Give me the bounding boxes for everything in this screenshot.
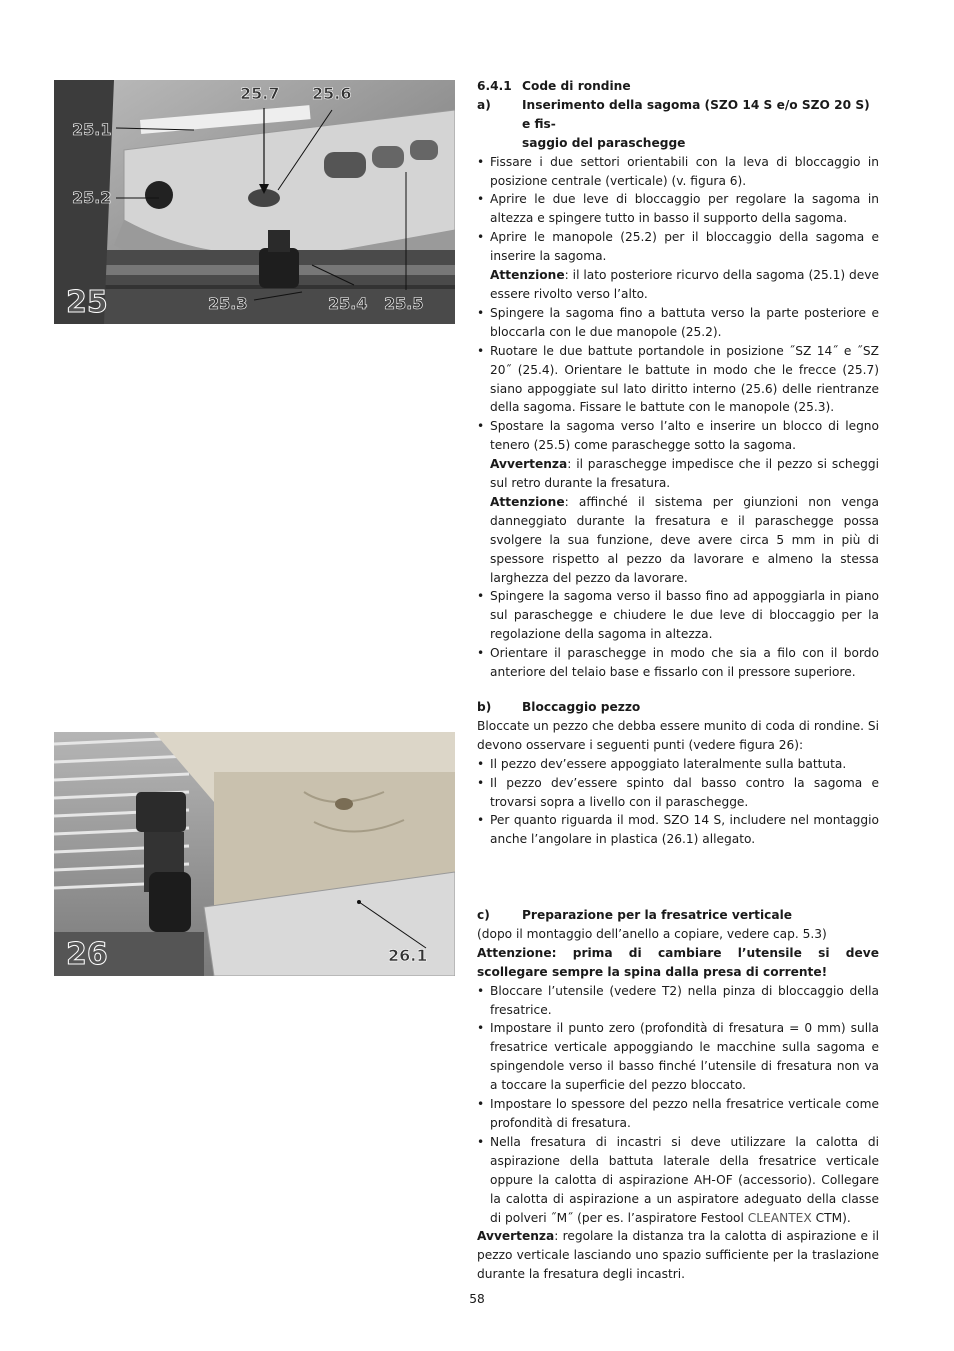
callout-label: 25.6 <box>312 84 352 103</box>
callout-label: 25.7 <box>240 84 280 103</box>
list-item-text: Ruotare le due battute portandole in posizione ˝SZ 14˝ e ˝SZ 20˝ (25.4). Orientare le battute in modo che le frecce (25.7) siano appoggiate sul lato diritto interno (25.6) delle rientranze della sagoma. Fissare le battute con le manopole (25.3). <box>490 343 879 415</box>
list-item-text <box>490 1133 879 1228</box>
list-item: • Il pezzo dev’essere spinto dal basso contro la sagoma e trovarsi sopra a livello con il paraschegge. <box>477 774 879 812</box>
callout-label: 25.3 <box>208 294 248 313</box>
list-item-text: Orientare il paraschegge in modo che sia a filo con il bordo anteriore del telaio base e fissarlo con il pressore superiore. <box>490 646 879 680</box>
list-item-text: Fissare i due settori orientabili con la leva di bloccaggio in posizione centrale (verticale) (v. figura 6). <box>490 154 879 188</box>
note-label: Attenzione <box>490 268 565 283</box>
list-item: • Fissare i due settori orientabili con la leva di bloccaggio in posizione centrale (verticale) (v. figura 6). <box>477 153 879 191</box>
callout-label: 25.1 <box>72 120 112 139</box>
list-item: • Aprire le manopole (25.2) per il bloccaggio della sagoma e inserire la sagoma. <box>477 228 879 266</box>
section-a <box>477 77 879 682</box>
note-label: Avvertenza <box>490 457 568 472</box>
subsection-title-line2: saggio del paraschegge <box>522 135 686 150</box>
list-item: • Spostare la sagoma verso l’alto e inserire un blocco di legno tenero (25.5) come paraschegge sotto la sagoma. <box>477 417 879 455</box>
list-item-text: Bloccare l’utensile (vedere T2) nella pinza di bloccaggio della fresatrice. <box>490 983 879 1017</box>
section-c <box>477 906 879 1284</box>
note-label: Attenzione <box>490 494 565 509</box>
note <box>477 1227 879 1284</box>
section-title: Code di rondine <box>522 79 631 93</box>
figure-25-photo <box>54 80 455 324</box>
list-item-text: Il pezzo dev’essere appoggiato lateralmente sulla battuta. <box>490 756 847 771</box>
subsection-heading <box>477 96 879 153</box>
page-number: 58 <box>469 1292 485 1306</box>
note <box>477 266 879 304</box>
section-heading <box>477 77 879 96</box>
list-item-text: Spingere la sagoma verso il basso fino ad appoggiarla in piano sul paraschegge e chiudere le due leve di bloccaggio per la regolazione della sagoma in altezza. <box>490 589 879 642</box>
list-item: • Ruotare le due battute portandole in posizione ˝SZ 14˝ e ˝SZ 20˝ (25.4). Orientare le battute in modo che le frecce (25.7) siano appoggiate sul lato diritto interno (25.6) delle rientranze della sagoma. Fissare le battute con le manopole (25.3). <box>477 342 879 418</box>
callout-label: 25.4 <box>328 294 368 313</box>
note-text: : il paraschegge impedisce che il pezzo si scheggi sul retro durante la fresatura. <box>490 457 879 491</box>
list-item-text: Spostare la sagoma verso l’alto e inserire un blocco di legno tenero (25.5) come paraschegge sotto la sagoma. <box>490 419 879 453</box>
list-item-text: Aprire le due leve di bloccaggio per regolare la sagoma in altezza e spingere tutto in basso il supporto della sagoma. <box>490 192 879 226</box>
note <box>477 455 879 493</box>
text-fragment: CTM). <box>811 1210 851 1225</box>
list-item: • Spingere la sagoma verso il basso fino ad appoggiarla in piano sul paraschegge e chiudere le due leve di bloccaggio per la regolazione della sagoma in altezza. <box>477 587 879 644</box>
section-b <box>477 698 879 849</box>
paragraph: (dopo il montaggio dell’anello a copiare, vedere cap. 5.3) <box>477 926 827 941</box>
callout-label: 25.5 <box>384 294 424 313</box>
callout-label: 26.1 <box>388 946 428 965</box>
subsection-title: Bloccaggio pezzo <box>522 700 641 714</box>
list-item-text: Impostare lo spessore del pezzo nella fresatrice verticale come profondità di fresatura. <box>490 1097 879 1130</box>
section-number: 6.4.1 <box>477 79 512 93</box>
subsection-heading <box>477 906 879 925</box>
subsection-title-line1: Inserimento della sagoma (SZO 14 S e/o SZO 20 S) e fis- <box>522 97 870 131</box>
note-label: Avvertenza <box>477 1229 555 1244</box>
subsection-label: b) <box>477 700 492 714</box>
brand-name: CLEANTEX <box>747 1210 812 1225</box>
note-text: : affinché il sistema per giunzioni non venga danneggiato durante la fresatura e il paraschegge possa svolgere la sua funzione, deve avere circa 5 mm in più di spessore rispetto al pezzo da lavorare e almeno la stessa larghezza del pezzo da lavorare. <box>490 494 879 585</box>
subsection-label: a) <box>477 97 491 112</box>
figure-25-illustration <box>54 80 455 324</box>
subsection-title <box>522 96 879 153</box>
list-item-text: Per quanto riguarda il mod. SZO 14 S, includere nel montaggio anche l’angolare in plastica (26.1) allegato. <box>490 813 879 847</box>
note-text: : regolare la distanza tra la calotta di aspirazione e il pezzo verticale lasciando uno spazio sufficiente per la traslazione durante la fresatura degli incastri. <box>477 1229 879 1282</box>
list-item-text: Impostare il punto zero (profondità di fresatura = 0 mm) sulla fresatrice verticale appoggiando le macchine sulla sagoma e spingendole verso il basso finché l’utensile di fresatura non va a toccare la superficie del pezzo bloccato. <box>490 1021 879 1093</box>
list-item: • Orientare il paraschegge in modo che sia a filo con il bordo anteriore del telaio base e fissarlo con il pressore superiore. <box>477 644 879 682</box>
warning: Attenzione: prima di cambiare l’utensile si deve scollegare sempre la spina dalla presa di corrente! <box>477 945 879 979</box>
list-item-text: Spingere la sagoma fino a battuta verso la parte posteriore e bloccarla con le due manopole (25.2). <box>490 305 879 339</box>
list-item: • Aprire le due leve di bloccaggio per regolare la sagoma in altezza e spingere tutto in basso il supporto della sagoma. <box>477 190 879 228</box>
figure-26-illustration <box>54 732 455 976</box>
subsection-label: c) <box>477 908 490 922</box>
list-item-text: Aprire le manopole (25.2) per il bloccaggio della sagoma e inserire la sagoma. <box>490 230 879 264</box>
list-item: • Nella fresatura di incastri si deve utilizzare la calotta di aspirazione della battuta laterale della fresatrice verticale oppure la calotta di aspirazione AH-OF (accessorio). Collegare la calotta di aspirazione a un aspiratore adeguato della classe di polveri ˝M˝ (per es. l’aspiratore Festool CLEANTEX CTM). <box>477 1133 879 1228</box>
list-item: • Bloccare l’utensile (vedere T2) nella pinza di bloccaggio della fresatrice. <box>477 982 879 1020</box>
text-fragment: Nella fresatura di incastri si deve utilizzare la calotta di aspirazione della battuta laterale della fresatrice verticale oppure la calotta di aspirazione AH-OF (accessorio). Collegare la calotta di aspirazione a un aspiratore adeguato della classe di polveri ˝M˝ (per es. l’aspiratore Festool <box>490 1134 879 1225</box>
subsection-title: Preparazione per la fresatrice verticale <box>522 908 793 922</box>
list-item: • Impostare lo spessore del pezzo nella fresatrice verticale come profondità di fresatura. <box>477 1095 879 1133</box>
list-item: • Impostare il punto zero (profondità di fresatura = 0 mm) sulla fresatrice verticale appoggiando le macchine sulla sagoma e spingendole verso il basso finché l’utensile di fresatura non va a toccare la superficie del pezzo bloccato. <box>477 1019 879 1095</box>
paragraph: Bloccate un pezzo che debba essere munito di coda di rondine. Si devono osservare i seguenti punti (vedere figura 26): <box>477 718 879 752</box>
list-item: • Il pezzo dev’essere appoggiato lateralmente sulla battuta. <box>477 755 879 774</box>
figure-26-photo <box>54 732 455 976</box>
list-item-text: Il pezzo dev’essere spinto dal basso contro la sagoma e trovarsi sopra a livello con il paraschegge. <box>490 775 879 809</box>
subsection-heading <box>477 698 879 717</box>
note-text: : il lato posteriore ricurvo della sagoma (25.1) deve essere rivolto verso l’alto. <box>490 268 879 301</box>
note <box>477 493 879 588</box>
callout-label: 25.2 <box>72 188 112 207</box>
list-item: • Per quanto riguarda il mod. SZO 14 S, includere nel montaggio anche l’angolare in plastica (26.1) allegato. <box>477 811 879 849</box>
figure-number: 25 <box>66 285 108 320</box>
figure-number: 26 <box>66 937 108 972</box>
list-item: • Spingere la sagoma fino a battuta verso la parte posteriore e bloccarla con le due manopole (25.2). <box>477 304 879 342</box>
